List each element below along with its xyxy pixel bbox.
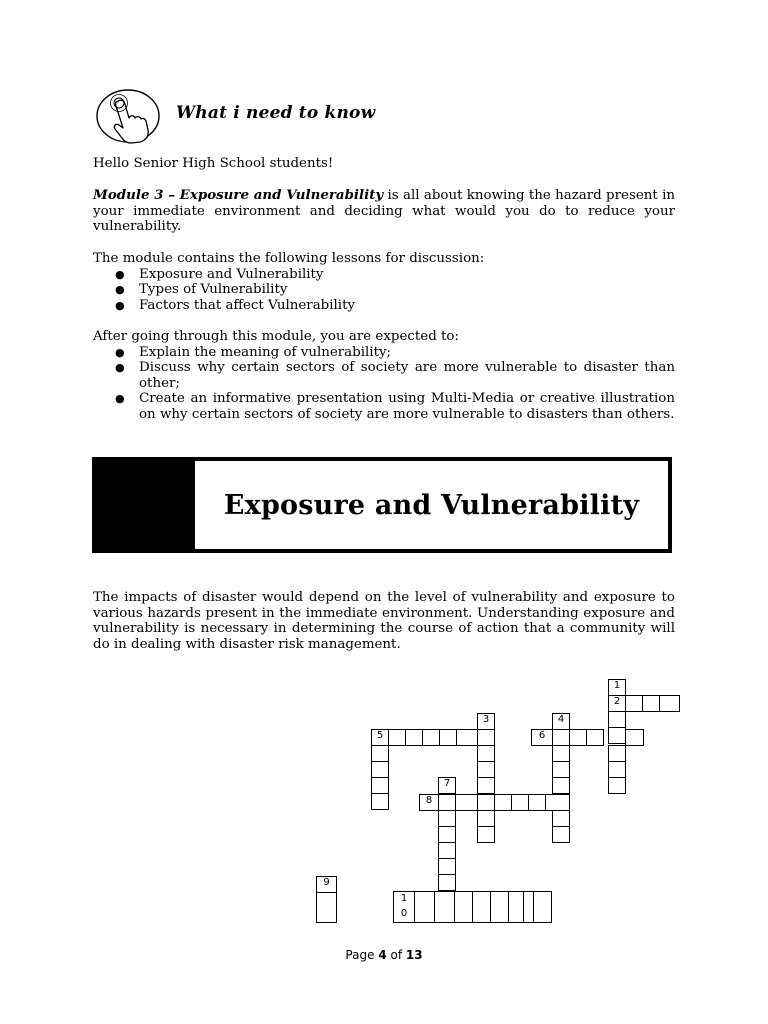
- crossword-cell[interactable]: [508, 891, 524, 923]
- objectives-lead: After going through this module, you are expected to:: [93, 329, 459, 344]
- crossword-cell[interactable]: [528, 794, 546, 811]
- crossword-cell[interactable]: [414, 891, 435, 923]
- lessons-list: [93, 267, 675, 314]
- crossword-cell[interactable]: [552, 777, 570, 794]
- lesson-banner: [92, 457, 672, 553]
- crossword-cell[interactable]: [388, 729, 406, 746]
- crossword-cell[interactable]: [316, 892, 337, 923]
- crossword-cell[interactable]: [625, 695, 643, 712]
- list-item: ● Types of Vulnerability: [93, 282, 675, 298]
- clue-number: 1: [613, 680, 621, 691]
- crossword-cell[interactable]: [434, 891, 455, 923]
- crossword-cell[interactable]: [477, 777, 495, 794]
- list-item: ● Factors that affect Vulnerability: [93, 298, 675, 314]
- current-page: 4: [378, 948, 387, 962]
- crossword-cell[interactable]: [438, 794, 456, 811]
- crossword-cell[interactable]: [552, 713, 570, 730]
- crossword-cell[interactable]: [477, 761, 495, 778]
- crossword-cell[interactable]: [494, 794, 512, 811]
- crossword-cell[interactable]: [477, 713, 495, 730]
- crossword-cell[interactable]: [490, 891, 509, 923]
- crossword-cell[interactable]: [405, 729, 423, 746]
- crossword-cell[interactable]: [393, 891, 415, 923]
- crossword-cell[interactable]: [477, 745, 495, 762]
- list-item: ● Explain the meaning of vulnerability;: [93, 345, 675, 361]
- crossword-cell[interactable]: [371, 793, 389, 810]
- clue-number: 5: [376, 730, 384, 741]
- crossword-cell[interactable]: [422, 729, 440, 746]
- greeting-text: Hello Senior High School students!: [93, 156, 334, 171]
- crossword-cell[interactable]: [316, 876, 337, 893]
- crossword-cell[interactable]: [477, 794, 495, 811]
- clue-number: 1: [400, 893, 408, 904]
- list-item: ● Create an informative presentation using Multi-Media or creative illustration on why certain sectors of society are more vulnerable to disasters than others.: [93, 391, 675, 422]
- crossword-cell[interactable]: [659, 695, 680, 712]
- crossword-cell[interactable]: [438, 842, 456, 859]
- module-label: Module 3 – Exposure and Vulnerability: [93, 187, 384, 203]
- crossword-cell[interactable]: [438, 777, 456, 794]
- crossword-cell[interactable]: [472, 891, 491, 923]
- clue-number: 4: [557, 714, 565, 725]
- objectives-section: [93, 329, 675, 423]
- clue-number: 2: [613, 696, 621, 707]
- crossword-cell[interactable]: [511, 794, 529, 811]
- crossword-cell[interactable]: [552, 826, 570, 843]
- banner-title: Exposure and Vulnerability: [223, 489, 640, 521]
- clue-number: 6: [538, 730, 546, 741]
- crossword-cell[interactable]: [608, 679, 626, 696]
- crossword-cell[interactable]: [371, 777, 389, 794]
- crossword-cell[interactable]: [642, 695, 660, 712]
- list-item: ● Exposure and Vulnerability: [93, 267, 675, 283]
- crossword-cell[interactable]: [477, 826, 495, 843]
- crossword-cell[interactable]: [533, 891, 552, 923]
- crossword-cell[interactable]: [545, 794, 570, 811]
- clue-number: 0: [400, 908, 408, 919]
- crossword-cell[interactable]: [438, 858, 456, 875]
- crossword-cell[interactable]: [477, 810, 495, 827]
- crossword-cell[interactable]: [455, 794, 478, 811]
- total-pages: 13: [405, 948, 423, 962]
- crossword-cell[interactable]: [608, 777, 626, 794]
- crossword-cell[interactable]: [419, 794, 439, 811]
- intro-paragraph: [93, 188, 675, 235]
- crossword-cell[interactable]: [438, 826, 456, 843]
- crossword-cell[interactable]: [608, 745, 626, 762]
- crossword-cell[interactable]: [608, 727, 626, 744]
- clue-number: 7: [443, 778, 451, 789]
- hand-pointer-icon: [95, 88, 161, 144]
- crossword-cell[interactable]: [439, 729, 457, 746]
- discussion-text: The impacts of disaster would depend on the level of vulnerability and exposure to various hazards present in the immediate environment. Understanding exposure and vulnerability is necessary in determining the course of action that a community will do in dealing with disaster risk management.: [93, 590, 675, 652]
- crossword-cell[interactable]: [608, 761, 626, 778]
- crossword-cell[interactable]: [552, 810, 570, 827]
- crossword-cell[interactable]: [438, 874, 456, 891]
- crossword-cell[interactable]: [371, 745, 389, 762]
- crossword-cell[interactable]: [608, 695, 626, 712]
- lessons-section: [93, 251, 675, 313]
- crossword-cell[interactable]: [608, 711, 626, 728]
- footer-prefix: Page: [345, 948, 379, 962]
- crossword-cell[interactable]: [625, 729, 644, 746]
- list-item: ● Discuss why certain sectors of society are more vulnerable to disaster than other;: [93, 360, 675, 391]
- crossword-cell[interactable]: [477, 729, 495, 746]
- crossword-cell[interactable]: [552, 745, 570, 762]
- banner-inner: [195, 461, 668, 549]
- crossword-cell[interactable]: [371, 729, 389, 746]
- crossword-cell[interactable]: [586, 729, 604, 746]
- intro-discussion: [93, 590, 675, 652]
- section-title: What i need to know: [176, 103, 376, 123]
- page-footer: [0, 948, 768, 962]
- crossword-cell[interactable]: [371, 761, 389, 778]
- intro-text: is all about knowing the hazard present in your immediate environment and deciding what would you do to reduce your vulnerability.: [93, 188, 675, 235]
- footer-middle: of: [386, 948, 406, 962]
- greeting: [93, 156, 675, 172]
- clue-number: 8: [425, 795, 433, 806]
- crossword-cell[interactable]: [552, 761, 570, 778]
- clue-number: 3: [482, 714, 490, 725]
- lessons-lead: The module contains the following lessons for discussion:: [93, 251, 485, 266]
- objectives-list: [93, 345, 675, 423]
- crossword-cell[interactable]: [531, 729, 553, 746]
- clue-number: 9: [323, 877, 330, 888]
- crossword-cell[interactable]: [569, 729, 587, 746]
- crossword-cell[interactable]: [438, 810, 456, 827]
- crossword-cell[interactable]: [456, 729, 478, 746]
- crossword-cell[interactable]: [552, 729, 570, 746]
- crossword-cell[interactable]: [454, 891, 473, 923]
